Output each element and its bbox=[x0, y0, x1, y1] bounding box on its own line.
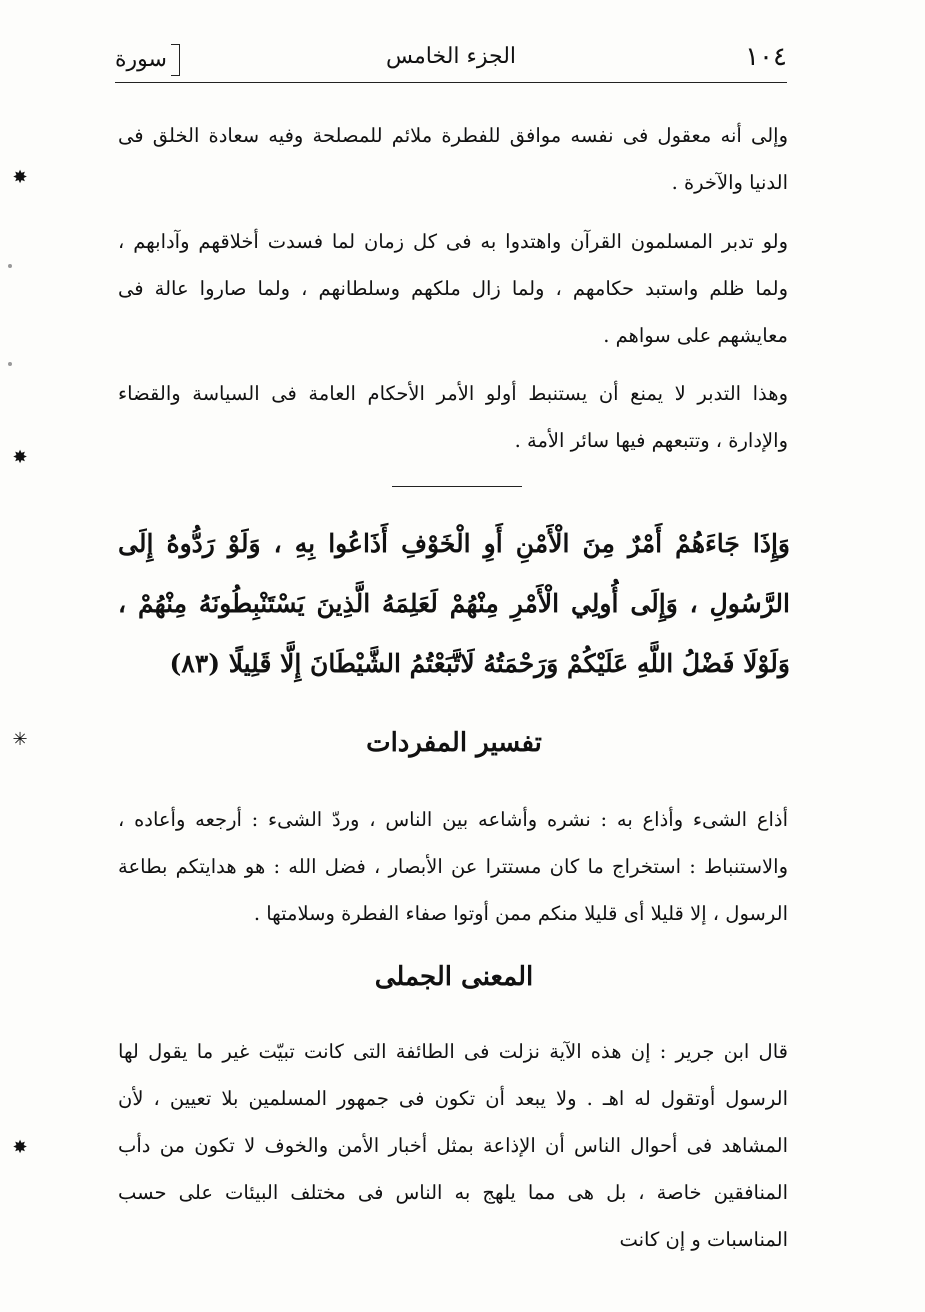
paragraph: وهذا التدبر لا يمنع أن يستنبط أولو الأمر الأحكام العامة فى السياسة والقضاء والإدارة ، وتتبعهم فيها سائر الأمة . bbox=[118, 382, 788, 452]
page-header bbox=[115, 38, 787, 83]
section-divider bbox=[392, 486, 522, 487]
meaning-paragraph: قال ابن جرير : إن هذه الآية نزلت فى الطائفة التى كانت تبيّت غير ما يقول لها الرسول أوتقول له اهـ . ولا يبعد أن تكون فى جمهور المسلمين بلا تعيين ، لأن المشاهد فى أحوال الناس أن الإذاعة بمثل أخبار الأمن والخوف لا تكون من دأب المنافقين خاصة ، بل هى مما يلهج به الناس فى مختلف البيئات على حسب المناسبات و إن كانت bbox=[118, 1040, 788, 1251]
part-title: الجزء الخامس bbox=[385, 44, 517, 69]
heading-general-meaning: المعنى الجملى bbox=[374, 962, 534, 992]
vocabulary-paragraph: أذاع الشىء وأذاع به : نشره وأشاعه بين الناس ، وردّ الشىء : أرجعه وأعاده ، والاستنباط : استخراج ما كان مستترا عن الأبصار ، فضل الله : هو هدايتكم بطاعة الرسول ، إلا قليلا أى قليلا منكم ممن أوتوا صفاء الفطرة وسلامتها . bbox=[118, 808, 788, 925]
scan-dot bbox=[8, 362, 12, 366]
page-number: ١٠٤ bbox=[745, 42, 787, 72]
surah-label bbox=[115, 44, 180, 76]
scan-speck: ✸ bbox=[12, 167, 28, 188]
quran-verse: وَإِذَا جَاءَهُمْ أَمْرٌ مِنَ الْأَمْنِ أَوِ الْخَوْفِ أَذَاعُوا بِهِ ، وَلَوْ رَدُّوهُ إِلَى الرَّسُولِ ، وَإِلَى أُولِي الْأَمْرِ مِنْهُمْ لَعَلِمَهُ الَّذِينَ يَسْتَنْبِطُونَهُ مِنْهُمْ ، وَلَوْلَا فَضْلُ اللَّهِ عَلَيْكُمْ وَرَحْمَتُهُ لَاتَّبَعْتُمُ الشَّيْطَانَ إِلَّا قَلِيلًا (٨٣) bbox=[118, 529, 790, 678]
paragraph: ولو تدبر المسلمون القرآن واهتدوا به فى كل زمان لما فسدت أخلاقهم وآدابهم ، ولما ظلم واستبد حكامهم ، ولما زال ملكهم وسلطانهم ، ولما صاروا عالة فى معايشهم على سواهم . bbox=[118, 230, 788, 347]
heading-vocabulary: تفسير المفردات bbox=[366, 728, 542, 758]
scan-dot bbox=[8, 264, 12, 268]
scan-speck: ✸ bbox=[12, 1137, 28, 1158]
scan-speck: ✳ bbox=[12, 729, 28, 750]
surah-label-text: سورة bbox=[115, 47, 167, 72]
bracket-mark bbox=[171, 44, 180, 76]
scan-speck: ✸ bbox=[12, 447, 28, 468]
paragraph: وإلى أنه معقول فى نفسه موافق للفطرة ملائم للمصلحة وفيه سعادة الخلق فى الدنيا والآخرة . bbox=[118, 124, 788, 194]
